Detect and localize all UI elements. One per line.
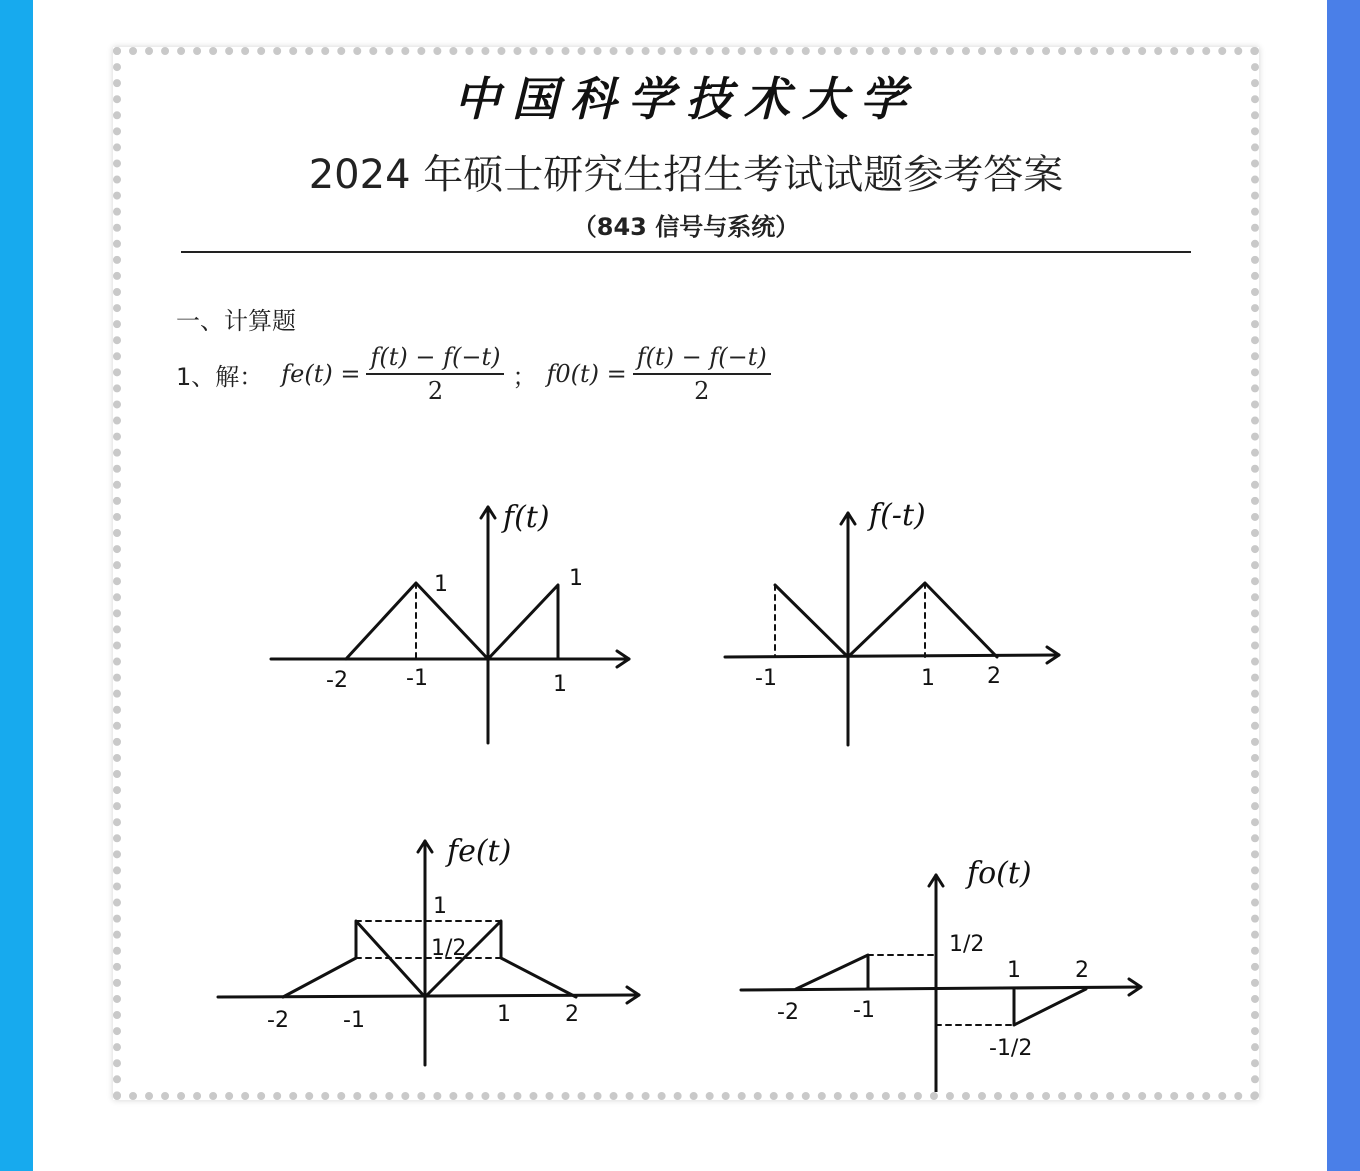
g3-tick-1: 1 <box>497 1002 511 1027</box>
g3-tick-neg2: -2 <box>267 1008 289 1033</box>
g1-tick-neg2: -2 <box>326 668 348 693</box>
g4-signal-right <box>1014 989 1086 1025</box>
g3-tick-neg1: -1 <box>343 1008 365 1033</box>
odd-numerator: f(t) − f(−t) <box>633 343 771 375</box>
g3-tick-2: 2 <box>565 1002 579 1027</box>
graph-f-neg-t <box>725 498 1059 745</box>
g1-label: f(t) <box>503 500 550 535</box>
g4-tick-neg2: -2 <box>777 1000 799 1025</box>
g2-tick-2: 2 <box>987 664 1001 689</box>
page-title: 2024 年硕士研究生招生考试试题参考答案 <box>308 152 1064 198</box>
odd-denominator: 2 <box>694 377 710 405</box>
g2-label: f(-t) <box>869 498 926 533</box>
g4-tick-2: 2 <box>1075 958 1089 983</box>
g1-peak-1: 1 <box>434 572 448 597</box>
stamp-frame <box>113 47 1259 1100</box>
g1-tick-neg1: -1 <box>406 666 428 691</box>
answer-sheet <box>121 55 1251 1092</box>
g1-signal <box>346 583 558 659</box>
section-heading: 一、计算题 <box>176 307 296 335</box>
g4-mark-half: 1/2 <box>949 932 985 957</box>
g3-mark-1: 1 <box>433 894 447 919</box>
g3-mark-half: 1/2 <box>431 936 467 961</box>
solution-label: 1、解： <box>176 362 264 391</box>
g1-tick-1: 1 <box>553 672 567 697</box>
university-calligraphy-logo: 中国科学技术大学 <box>454 72 918 126</box>
g4-mark-neg-half: -1/2 <box>989 1036 1033 1061</box>
formula-separator: ； <box>512 362 537 391</box>
g4-tick-1: 1 <box>1007 958 1021 983</box>
g3-label: fe(t) <box>447 834 512 869</box>
g4-label: fo(t) <box>967 856 1032 891</box>
right-blue-border <box>1327 0 1360 1171</box>
graph-fo-t <box>741 856 1141 1100</box>
g4-tick-neg1: -1 <box>853 998 875 1023</box>
even-denominator: 2 <box>427 377 444 405</box>
left-blue-border <box>0 0 33 1171</box>
g2-signal <box>775 583 997 657</box>
odd-part-lhs: f0(t) = <box>546 360 627 388</box>
even-numerator: f(t) − f(−t) <box>366 343 504 375</box>
g2-tick-1: 1 <box>921 666 935 691</box>
course-subtitle: （843 信号与系统） <box>572 213 800 241</box>
handdrawn-graphs <box>121 55 1259 1100</box>
graph-f-t <box>271 500 629 743</box>
g4-signal-left <box>796 955 868 989</box>
even-part-lhs: fe(t) = <box>281 360 361 388</box>
g2-tick-neg1: -1 <box>755 666 777 691</box>
g1-peak-2: 1 <box>569 566 583 591</box>
graph-fe-t <box>218 834 639 1065</box>
